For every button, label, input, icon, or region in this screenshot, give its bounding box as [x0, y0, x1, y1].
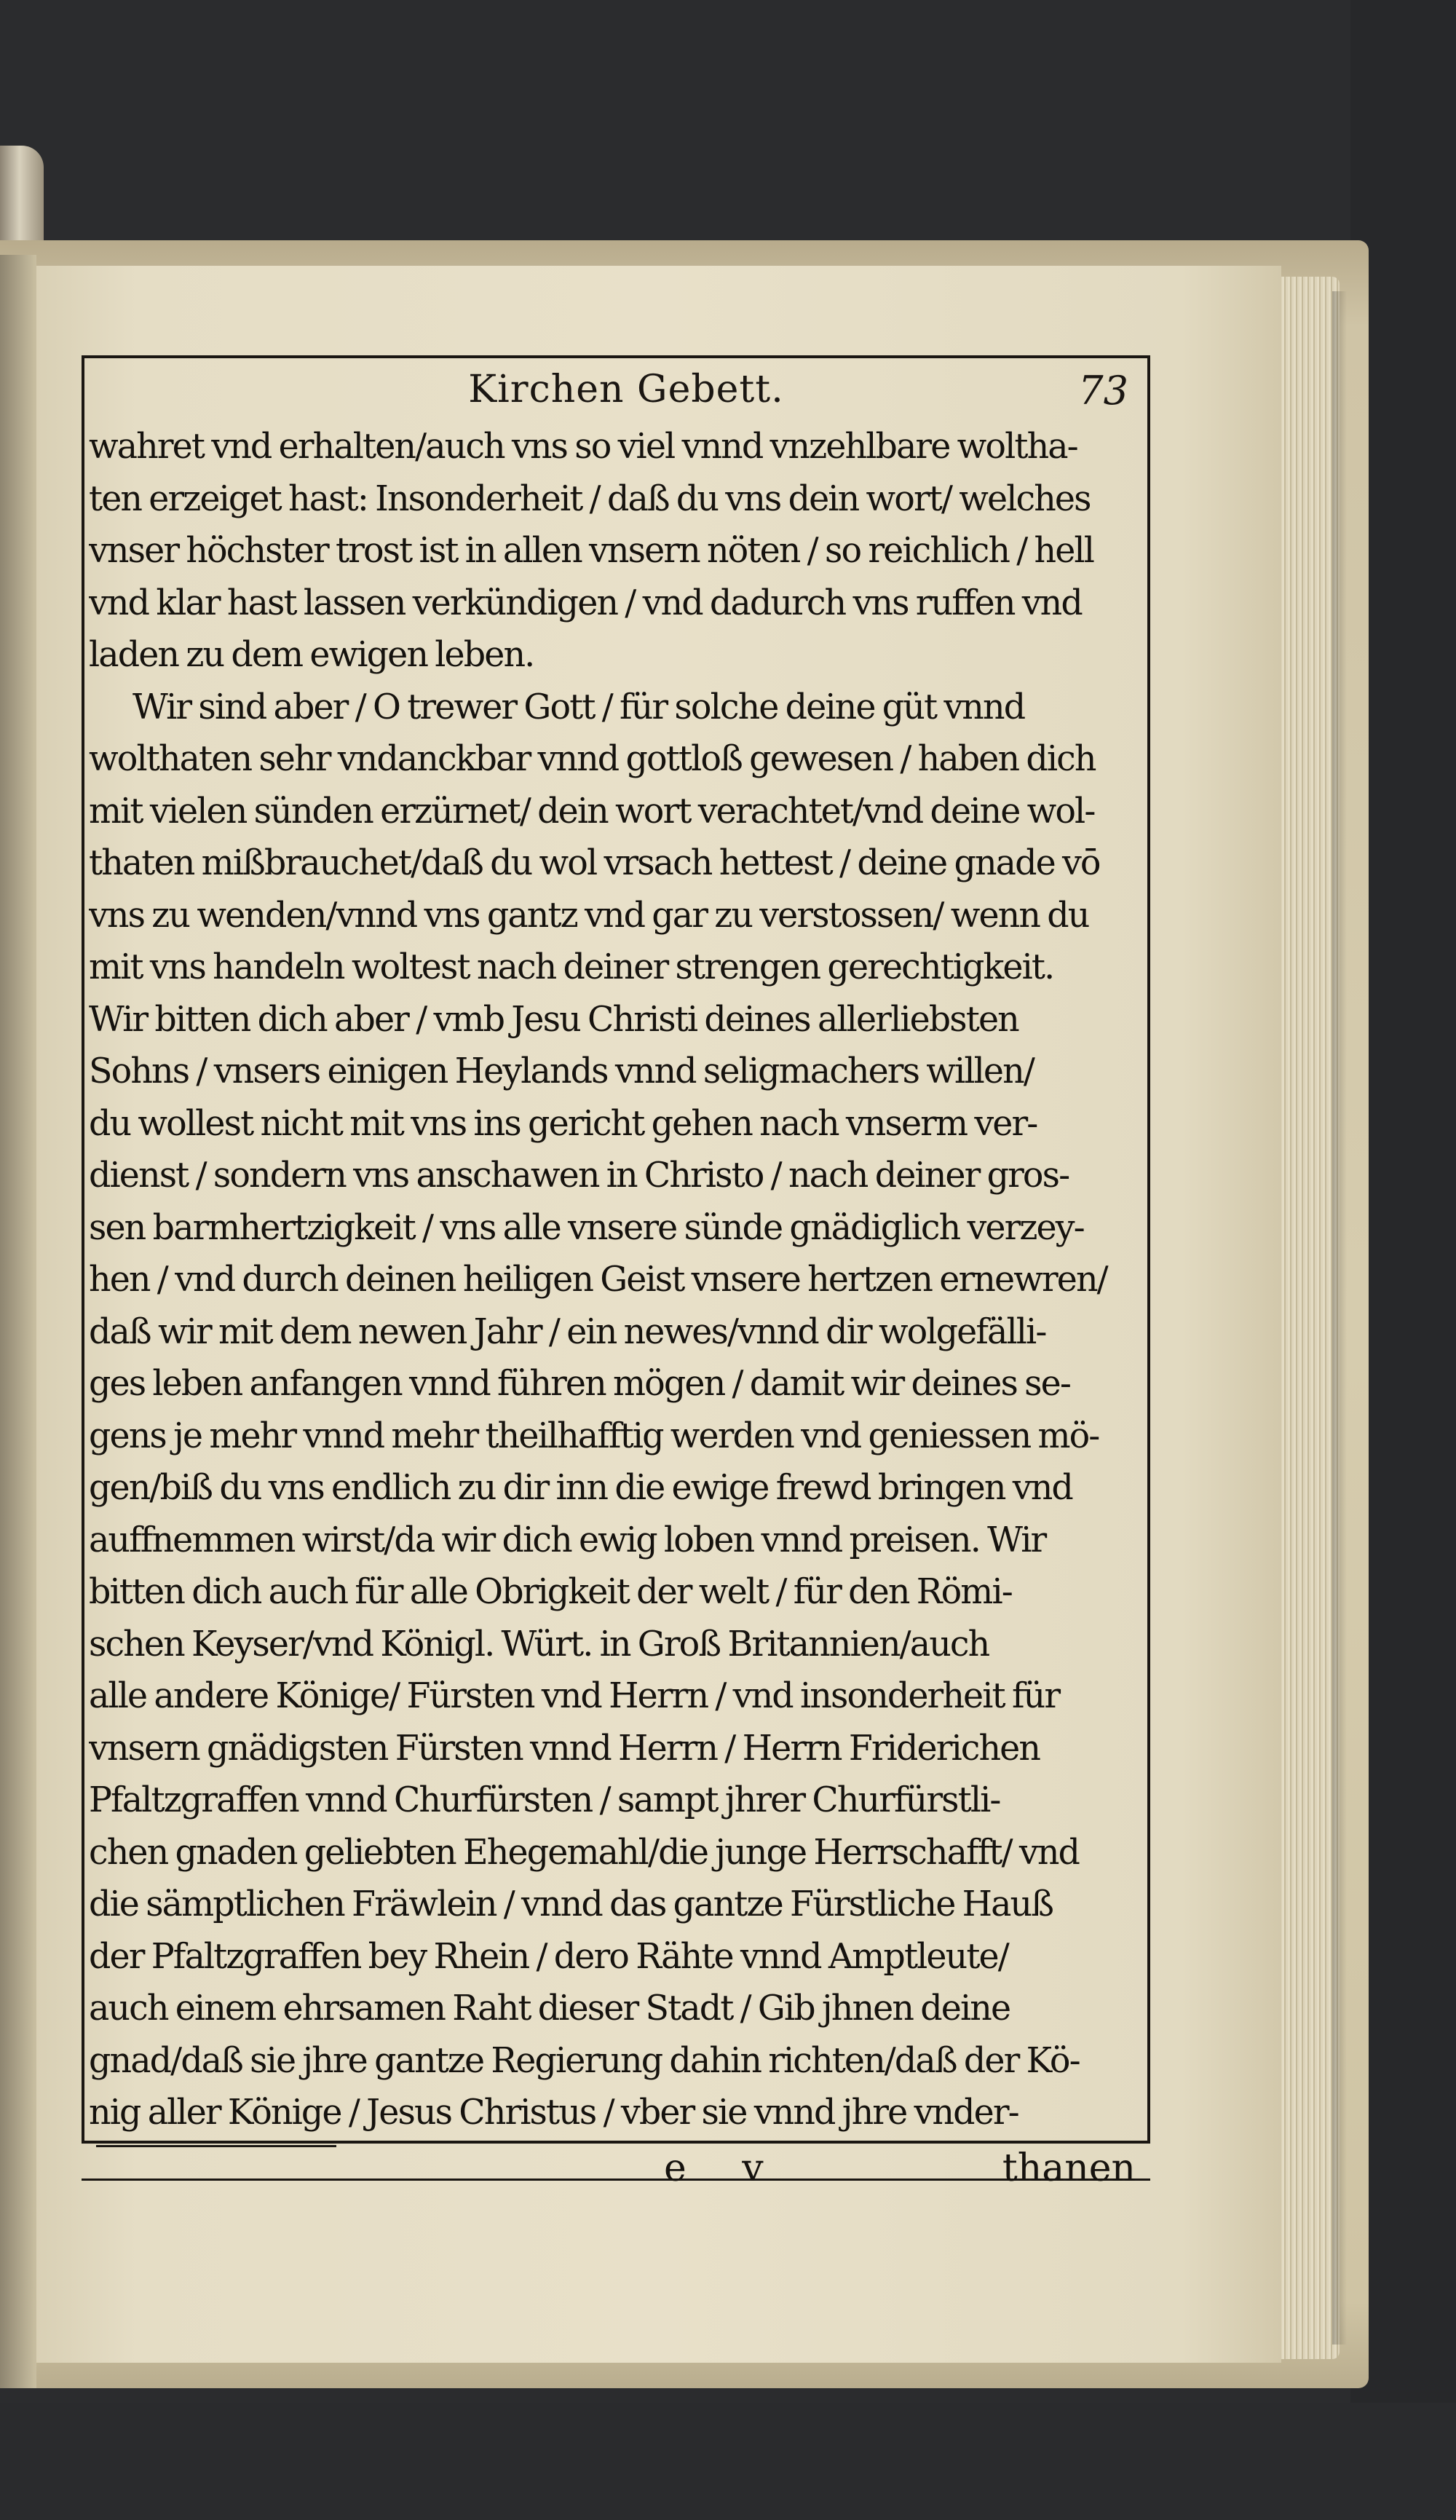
- text-line: wahret vnd erhalten/auch vns so viel vnnd vnzehlbare woltha-: [89, 427, 1077, 467]
- text-line: hen / vnd durch deinen heiligen Geist vnsere hertzen ernewren/: [89, 1260, 1107, 1300]
- running-title: Kirchen Gebett.: [468, 368, 784, 411]
- text-line: ges leben anfangen vnnd führen mögen / damit wir deines se-: [89, 1364, 1070, 1404]
- text-line: der Pfaltzgraffen bey Rhein / dero Rähte vnnd Amptleute/: [89, 1936, 1008, 1977]
- text-line: sen barmhertzigkeit / vns alle vnsere sünde gnädiglich verzey-: [89, 1207, 1084, 1248]
- text-frame-top-rule: [82, 355, 1150, 358]
- text-line: gens je mehr vnnd mehr theilhafftig werden vnd geniessen mö-: [89, 1415, 1099, 1456]
- text-line: alle andere Könige/ Fürsten vnd Herrn / vnd insonderheit für: [89, 1676, 1060, 1716]
- text-line: mit vielen sünden erzürnet/ dein wort verachtet/vnd deine wol-: [89, 791, 1095, 832]
- signature-mark: e v: [664, 2146, 786, 2190]
- text-line: ten erzeiget hast: Insonderheit / daß du vns dein wort/ welches: [89, 478, 1091, 519]
- gutter-shadow: [0, 255, 36, 2388]
- text-line: schen Keyser/vnd Königl. Würt. in Groß Britannien/auch: [89, 1624, 989, 1664]
- running-header: [87, 368, 1143, 422]
- page-shadow: [1332, 291, 1347, 2345]
- text-line: vnsern gnädigsten Fürsten vnnd Herrn / Herrn Friderichen: [89, 1728, 1040, 1769]
- text-line: laden zu dem ewigen leben.: [89, 635, 534, 675]
- background-bottom: [0, 2403, 1456, 2520]
- text-line: gnad/daß sie jhre gantze Regierung dahin richten/daß der Kö-: [89, 2040, 1080, 2081]
- text-line: die sämptlichen Fräwlein / vnnd das gantze Fürstliche Hauß: [89, 1884, 1053, 1924]
- text-line: wolthaten sehr vndanckbar vnnd gottloß gewesen / haben dich: [89, 739, 1096, 779]
- text-line: gen/biß du vns endlich zu dir inn die ewige frewd bringen vnd: [89, 1468, 1072, 1508]
- text-line: vnd klar hast lassen verkündigen / vnd dadurch vns ruffen vnd: [89, 582, 1082, 623]
- text-line: vnser höchster trost ist in allen vnsern nöten / so reichlich / hell: [89, 531, 1094, 571]
- text-line: auffnemmen wirst/da wir dich ewig loben vnnd preisen. Wir: [89, 1520, 1046, 1560]
- text-frame-left-rule: [82, 355, 84, 2144]
- text-line: Pfaltzgraffen vnnd Churfürsten / sampt jhrer Churfürstli-: [89, 1780, 1000, 1820]
- catchword: thanen: [1002, 2146, 1136, 2190]
- text-line: Sohns / vnsers einigen Heylands vnnd seligmachers willen/: [89, 1051, 1034, 1091]
- page-footer: [82, 2146, 1150, 2190]
- text-line: auch einem ehrsamen Raht dieser Stadt / Gib jhnen deine: [89, 1988, 1010, 2029]
- text-line: mit vns handeln woltest nach deiner strengen gerechtigkeit.: [89, 947, 1054, 987]
- prayer-text: [89, 421, 1144, 2139]
- page-number: 73: [1078, 368, 1128, 414]
- text-line: Wir bitten dich aber / vmb Jesu Christi deines allerliebsten: [89, 999, 1018, 1040]
- text-line: daß wir mit dem newen Jahr / ein newes/vnnd dir wolgefälli-: [89, 1311, 1046, 1352]
- text-frame-right-rule: [1147, 355, 1150, 2144]
- text-line: du wollest nicht mit vns ins gericht gehen nach vnserm ver-: [89, 1103, 1037, 1144]
- text-line: nig aller Könige / Jesus Christus / vber sie vnnd jhre vnder-: [89, 2093, 1018, 2133]
- text-line: vns zu wenden/vnnd vns gantz vnd gar zu verstossen/ wenn du: [89, 895, 1089, 936]
- text-line: dienst / sondern vns anschawen in Christo / nach deiner gros-: [89, 1156, 1069, 1196]
- text-line: bitten dich auch für alle Obrigkeit der welt / für den Römi-: [89, 1572, 1012, 1612]
- paragraph-first-line: Wir sind aber / O trewer Gott / für solche deine güt vnnd: [132, 687, 1025, 727]
- text-line: thaten mißbrauchet/daß du wol vrsach hettest / deine gnade vō: [89, 843, 1100, 883]
- text-line: chen gnaden geliebten Ehegemahl/die junge Herrschafft/ vnd: [89, 1832, 1080, 1873]
